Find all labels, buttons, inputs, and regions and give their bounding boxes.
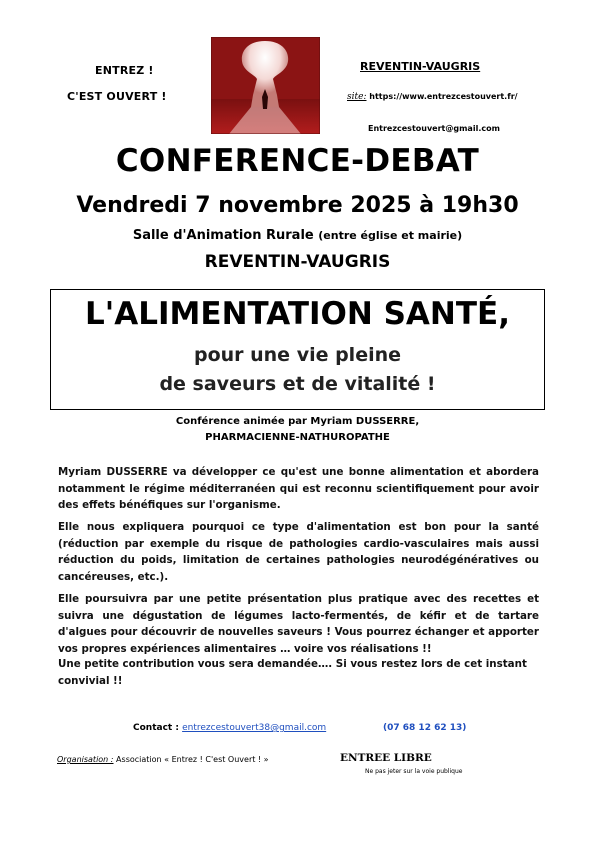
entree-libre: ENTREE LIBRE: [340, 752, 432, 764]
header-email[interactable]: Entrezcestouvert@gmail.com: [368, 124, 500, 133]
contact-phone: (07 68 12 62 13): [383, 723, 467, 733]
venue-note: (entre église et mairie): [318, 229, 463, 242]
header-left-line2: C'EST OUVERT !: [67, 90, 167, 103]
paragraph-1: Myriam DUSSERRE va développer ce qu'est une bonne alimentation et abordera notamment le régime méditerranéen qui est reconnu scientifiquement pour avoir des effets bénéfiques sur l'organisme.: [58, 466, 539, 511]
event-town: REVENTIN-VAUGRIS: [204, 252, 391, 272]
event-date: Vendredi 7 novembre 2025 à 19h30: [76, 193, 519, 218]
keyhole-logo: [211, 37, 320, 134]
contact-label: Contact :: [133, 723, 179, 733]
speaker-line-1: Conférence animée par Myriam DUSSERRE,: [175, 416, 420, 427]
paragraph-4: Une petite contribution vous sera demandée…. Si vous restez lors de cet instant convivial !!: [58, 658, 527, 687]
paragraph-3: Elle poursuivra par une petite présentation plus pratique avec des recettes et suivra une dégustation de légumes lacto-fermentés, de kéfir et de tartare d'algues pour découvrir de nouvelles saveurs ! Vous pourrez échanger et apporter vos propres expériences alimentaires … voire vos réalisations !!: [58, 593, 539, 655]
organisation-text: Association « Entrez ! C'est Ouvert ! »: [116, 755, 269, 764]
venue-name: Salle d'Animation Rurale: [132, 228, 314, 243]
site-label: site:: [347, 92, 367, 102]
organisation-label: Organisation :: [57, 755, 114, 764]
topic-subtitle-1: pour une vie pleine: [193, 344, 402, 366]
site-line: [347, 92, 518, 102]
header-right-title: REVENTIN-VAUGRIS: [360, 60, 481, 73]
keyhole-silhouette-icon: [211, 37, 320, 134]
contact-email-link[interactable]: entrezcestouvert38@gmail.com: [182, 723, 327, 733]
organisation-line: [57, 755, 269, 764]
speaker-block: [0, 414, 595, 446]
speaker-line-2: PHARMACIENNE-NATHUROPATHE: [205, 432, 390, 443]
topic-title: L'ALIMENTATION SANTÉ,: [85, 296, 510, 332]
event-venue: [0, 228, 595, 243]
header-left-line1: ENTREZ !: [95, 64, 154, 77]
site-url[interactable]: https://www.entrezcestouvert.fr/: [369, 92, 518, 101]
event-title: CONFERENCE-DEBAT: [115, 143, 480, 179]
contact-line: [133, 723, 326, 733]
public-notice: Ne pas jeter sur la voie publique: [365, 768, 463, 775]
topic-box: [50, 289, 545, 410]
paragraph-2: Elle nous expliquera pourquoi ce type d'alimentation est bon pour la santé (réduction par exemple du risque de pathologies cardio-vasculaires mais aussi réduction du poids, limitation de certaines pathologies neurodégénératives ou cancéreuses, etc.).: [58, 521, 539, 583]
topic-subtitle-2: de saveurs et de vitalité !: [159, 373, 436, 395]
